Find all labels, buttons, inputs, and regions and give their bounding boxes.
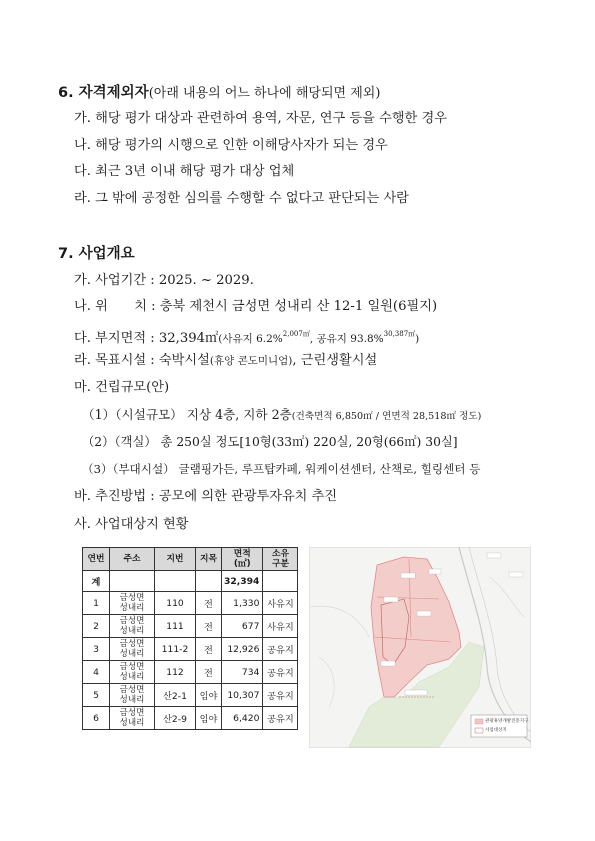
project-period: 가. 사업기간 : 2025. ~ 2029. [74,273,254,288]
table-row [83,707,298,730]
target-facility-note: (휴양 콘도미니엄) [209,355,293,367]
legend-site-label: 사업대상지 [485,728,507,733]
total-area: 32,394 [222,571,263,592]
row-area: 12,926 [222,638,263,661]
target-facility-tail: , 근린생활시설 [292,353,378,368]
site-area-main: 다. 부지면적 : 32,394㎡ [74,331,219,346]
row-category: 전 [196,661,222,684]
building-scale-title: 마. 건립규모(안) [74,380,170,395]
row-area: 10,307 [222,684,263,707]
row-category: 전 [196,615,222,638]
table-header-row [83,548,298,571]
row-number: 3 [83,638,110,661]
row-lot: 산2-1 [155,684,196,707]
row-number: 6 [83,707,110,730]
row-address: 금성면 성내리 [110,661,155,684]
row-lot: 112 [155,661,196,684]
section-6-heading [58,84,380,103]
site-area-private-sup: 2,007㎡ [282,330,310,338]
row-category: 임야 [196,684,222,707]
table-row [83,684,298,707]
section-6-note: (아래 내용의 어느 하나에 해당되면 제외) [148,86,381,101]
table-row [83,661,298,684]
site-status-title: 사. 사업대상지 현황 [74,517,189,532]
total-label: 계 [83,571,110,592]
column-header: 주소 [110,548,155,571]
row-number: 1 [83,592,110,615]
row-lot: 111 [155,615,196,638]
column-header: 면적 (㎡) [222,548,263,571]
row-owner: 사유지 [263,615,298,638]
row-lot: 산2-9 [155,707,196,730]
row-area: 734 [222,661,263,684]
row-area: 677 [222,615,263,638]
row-owner: 공유지 [263,707,298,730]
row-owner: 공유지 [263,684,298,707]
table-row [83,638,298,661]
section-6-item: 다. 최근 3년 이내 해당 평가 대상 업체 [74,164,295,179]
row-number: 4 [83,661,110,684]
section-6-item: 나. 해당 평가의 시행으로 인한 이해당사자가 되는 경우 [74,138,388,153]
target-facility-main: 라. 목표시설 : 숙박시설 [74,353,210,368]
building-scale-item [82,406,481,426]
site-area-public: , 공유지 93.8% [309,333,384,345]
column-header: 연번 [83,548,110,571]
row-address: 금성면 성내리 [110,638,155,661]
building-scale-item: （2）（객실） 총 250실 정도[10형(33㎡) 220실, 20형(66㎡) 30실] [82,435,458,449]
site-map [309,547,531,748]
row-area: 6,420 [222,707,263,730]
row-address: 금성면 성내리 [110,684,155,707]
site-area-private: (사유지 6.2% [218,333,283,345]
section-6-item: 가. 해당 평가 대상과 관련하여 용역, 자문, 연구 등을 수행한 경우 [74,111,447,126]
row-category: 임야 [196,707,222,730]
site-table [82,547,298,730]
section-7-title: 7. 사업개요 [58,246,135,262]
row-number: 5 [83,684,110,707]
building-scale-item: （3）（부대시설） 글램핑가든, 루프탑카페, 워케이션센터, 산책로, 힐링센터 등 [82,462,481,476]
row-owner: 공유지 [263,661,298,684]
row-category: 전 [196,592,222,615]
row-address: 금성면 성내리 [110,707,155,730]
row-address: 금성면 성내리 [110,592,155,615]
table-row [83,615,298,638]
column-header: 지번 [155,548,196,571]
site-area [74,325,419,348]
scale-1-main: （1）（시설규모） 지상 4층, 지하 2층 [82,407,292,422]
row-owner: 공유지 [263,638,298,661]
site-area-close: ) [415,333,420,345]
table-total-row [83,571,298,592]
legend-zone-label: 관광휴양개발진흥지구 [485,719,529,724]
target-facility [74,352,377,370]
table-row [83,592,298,615]
row-address: 금성면 성내리 [110,615,155,638]
scale-1-note: (건축면적 6,850㎡ / 연면적 28,518㎡ 정도) [291,411,482,422]
site-area-public-sup: 30,387㎡ [383,330,416,338]
row-category: 전 [196,638,222,661]
column-header: 소유 구분 [263,548,298,571]
section-6-title: 6. 자격제외자 [58,85,149,101]
row-lot: 111-2 [155,638,196,661]
row-area: 1,330 [222,592,263,615]
row-lot: 110 [155,592,196,615]
section-6-item: 라. 그 밖에 공정한 심의를 수행할 수 없다고 판단되는 사람 [74,191,409,206]
row-number: 2 [83,615,110,638]
column-header: 지목 [196,548,222,571]
row-owner: 사유지 [263,592,298,615]
project-location: 나. 위 치 : 충북 제천시 금성면 성내리 산 12-1 일원(6필지) [74,299,438,314]
promotion-method: 바. 추진방법 : 공모에 의한 관광투자유치 추진 [74,489,338,504]
